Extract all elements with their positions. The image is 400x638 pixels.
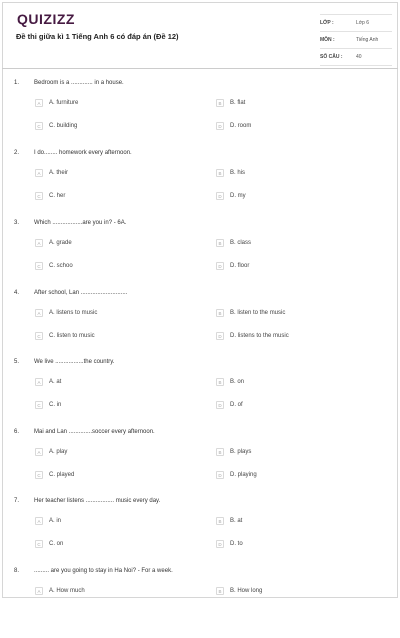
question-number: 6. xyxy=(14,429,20,435)
question-5 xyxy=(0,359,400,429)
option-text: B. class xyxy=(230,240,252,246)
option-text: C. in xyxy=(49,402,62,408)
question-text: After school, Lan ............................ xyxy=(34,290,128,296)
option-text: B. flat xyxy=(230,100,246,106)
question-number: 7. xyxy=(14,498,20,504)
option-text: C. her xyxy=(49,193,66,199)
option-text: B. listen to the music xyxy=(230,310,286,316)
option-letter-box: C xyxy=(35,540,43,548)
question-7 xyxy=(0,498,400,568)
question-number: 3. xyxy=(14,220,20,226)
quizizz-logo[interactable]: QUIZIZZ xyxy=(17,11,75,27)
option-letter-box: A xyxy=(35,99,43,107)
option-c[interactable] xyxy=(35,331,95,341)
question-3 xyxy=(0,220,400,290)
option-text: D. to xyxy=(230,541,243,547)
option-d[interactable] xyxy=(216,400,243,410)
option-text: C. schoo xyxy=(49,263,73,269)
option-d[interactable] xyxy=(216,539,243,549)
option-b[interactable] xyxy=(216,447,251,457)
meta-row-question-count xyxy=(320,49,392,66)
quiz-meta-table xyxy=(320,14,392,66)
option-text: D. my xyxy=(230,193,246,199)
option-letter-box: D xyxy=(216,540,224,548)
option-letter-box: C xyxy=(35,192,43,200)
question-text: I do........ homework every afternoon. xyxy=(34,150,132,156)
option-letter-box: D xyxy=(216,332,224,340)
option-letter-box: B xyxy=(216,448,224,456)
option-d[interactable] xyxy=(216,191,246,201)
option-d[interactable] xyxy=(216,261,249,271)
option-text: C. on xyxy=(49,541,64,547)
option-b[interactable] xyxy=(216,238,251,248)
option-text: A. furniture xyxy=(49,100,79,106)
option-letter-box: C xyxy=(35,471,43,479)
header-divider xyxy=(2,68,398,69)
option-a[interactable] xyxy=(35,516,61,526)
option-letter-box: C xyxy=(35,262,43,270)
question-number: 8. xyxy=(14,568,20,574)
option-text: B. at xyxy=(230,518,243,524)
option-letter-box: D xyxy=(216,401,224,409)
option-text: D. listens to the music xyxy=(230,333,289,339)
option-letter-box: B xyxy=(216,378,224,386)
option-text: A. play xyxy=(49,449,68,455)
option-letter-box: A xyxy=(35,448,43,456)
option-letter-box: C xyxy=(35,332,43,340)
option-letter-box: D xyxy=(216,122,224,130)
option-c[interactable] xyxy=(35,470,74,480)
meta-value-grade: Lớp 6 xyxy=(356,20,370,26)
option-b[interactable] xyxy=(216,168,245,178)
option-c[interactable] xyxy=(35,400,61,410)
option-text: D. room xyxy=(230,123,252,129)
meta-label-subject: MÔN : xyxy=(320,37,335,43)
meta-value-subject: Tiếng Anh xyxy=(356,37,379,43)
option-letter-box: D xyxy=(216,192,224,200)
question-text: Mai and Lan ..............soccer every afternoon. xyxy=(34,429,155,435)
option-text: B. his xyxy=(230,170,246,176)
question-number: 4. xyxy=(14,290,20,296)
option-c[interactable] xyxy=(35,191,65,201)
option-text: B. plays xyxy=(230,449,252,455)
question-text: Bedroom is a ............. in a house. xyxy=(34,80,124,86)
question-2 xyxy=(0,150,400,220)
option-letter-box: A xyxy=(35,239,43,247)
meta-value-question-count: 40 xyxy=(356,54,362,60)
option-b[interactable] xyxy=(216,377,244,387)
question-4 xyxy=(0,290,400,360)
option-letter-box: B xyxy=(216,309,224,317)
option-text: A. their xyxy=(49,170,69,176)
option-letter-box: A xyxy=(35,517,43,525)
question-8 xyxy=(0,568,400,638)
option-letter-box: B xyxy=(216,169,224,177)
option-text: D. floor xyxy=(230,263,250,269)
option-text: A. grade xyxy=(49,240,72,246)
option-b[interactable] xyxy=(216,308,285,318)
option-a[interactable] xyxy=(35,447,67,457)
question-text: We live .................the country. xyxy=(34,359,115,365)
question-number: 1. xyxy=(14,80,20,86)
option-b[interactable] xyxy=(216,516,242,526)
option-letter-box: A xyxy=(35,378,43,386)
option-letter-box: B xyxy=(216,517,224,525)
question-number: 5. xyxy=(14,359,20,365)
option-c[interactable] xyxy=(35,261,73,271)
option-text: B. on xyxy=(230,379,245,385)
option-c[interactable] xyxy=(35,121,77,131)
option-a[interactable] xyxy=(35,377,61,387)
option-text: C. listen to music xyxy=(49,333,95,339)
option-letter-box: B xyxy=(216,587,224,595)
question-number: 2. xyxy=(14,150,20,156)
option-text: A. listens to music xyxy=(49,310,98,316)
option-text: A. in xyxy=(49,518,62,524)
option-letter-box: B xyxy=(216,99,224,107)
option-text: B. How long xyxy=(230,588,263,594)
option-a[interactable] xyxy=(35,308,97,318)
option-letter-box: B xyxy=(216,239,224,247)
option-text: D. playing xyxy=(230,472,257,478)
question-1 xyxy=(0,80,400,150)
option-text: D. of xyxy=(230,402,243,408)
option-text: A. at xyxy=(49,379,62,385)
question-text: Which ..................are you in? - 6A. xyxy=(34,220,127,226)
option-d[interactable] xyxy=(216,470,257,480)
option-letter-box: D xyxy=(216,262,224,270)
option-a[interactable] xyxy=(35,586,85,596)
option-letter-box: D xyxy=(216,471,224,479)
meta-row-subject xyxy=(320,32,392,49)
option-text: C. building xyxy=(49,123,78,129)
option-a[interactable] xyxy=(35,98,78,108)
meta-label-question-count: SỐ CÂU : xyxy=(320,54,343,60)
quiz-title: Đề thi giữa kì 1 Tiếng Anh 6 có đáp án (Đề 12) xyxy=(16,32,179,41)
question-text: Her teacher listens ................. music every day. xyxy=(34,498,161,504)
option-a[interactable] xyxy=(35,238,72,248)
question-6 xyxy=(0,429,400,499)
option-text: C. played xyxy=(49,472,75,478)
option-b[interactable] xyxy=(216,98,245,108)
meta-row-grade xyxy=(320,14,392,32)
option-text: A. How much xyxy=(49,588,85,594)
option-letter-box: C xyxy=(35,401,43,409)
option-d[interactable] xyxy=(216,331,289,341)
option-letter-box: C xyxy=(35,122,43,130)
option-letter-box: A xyxy=(35,169,43,177)
option-b[interactable] xyxy=(216,586,262,596)
option-letter-box: A xyxy=(35,309,43,317)
question-text: ......... are you going to stay in Ha Noi? - For a week. xyxy=(34,568,173,574)
option-a[interactable] xyxy=(35,168,68,178)
meta-label-grade: LỚP : xyxy=(320,20,334,26)
option-d[interactable] xyxy=(216,121,251,131)
option-letter-box: A xyxy=(35,587,43,595)
option-c[interactable] xyxy=(35,539,63,549)
